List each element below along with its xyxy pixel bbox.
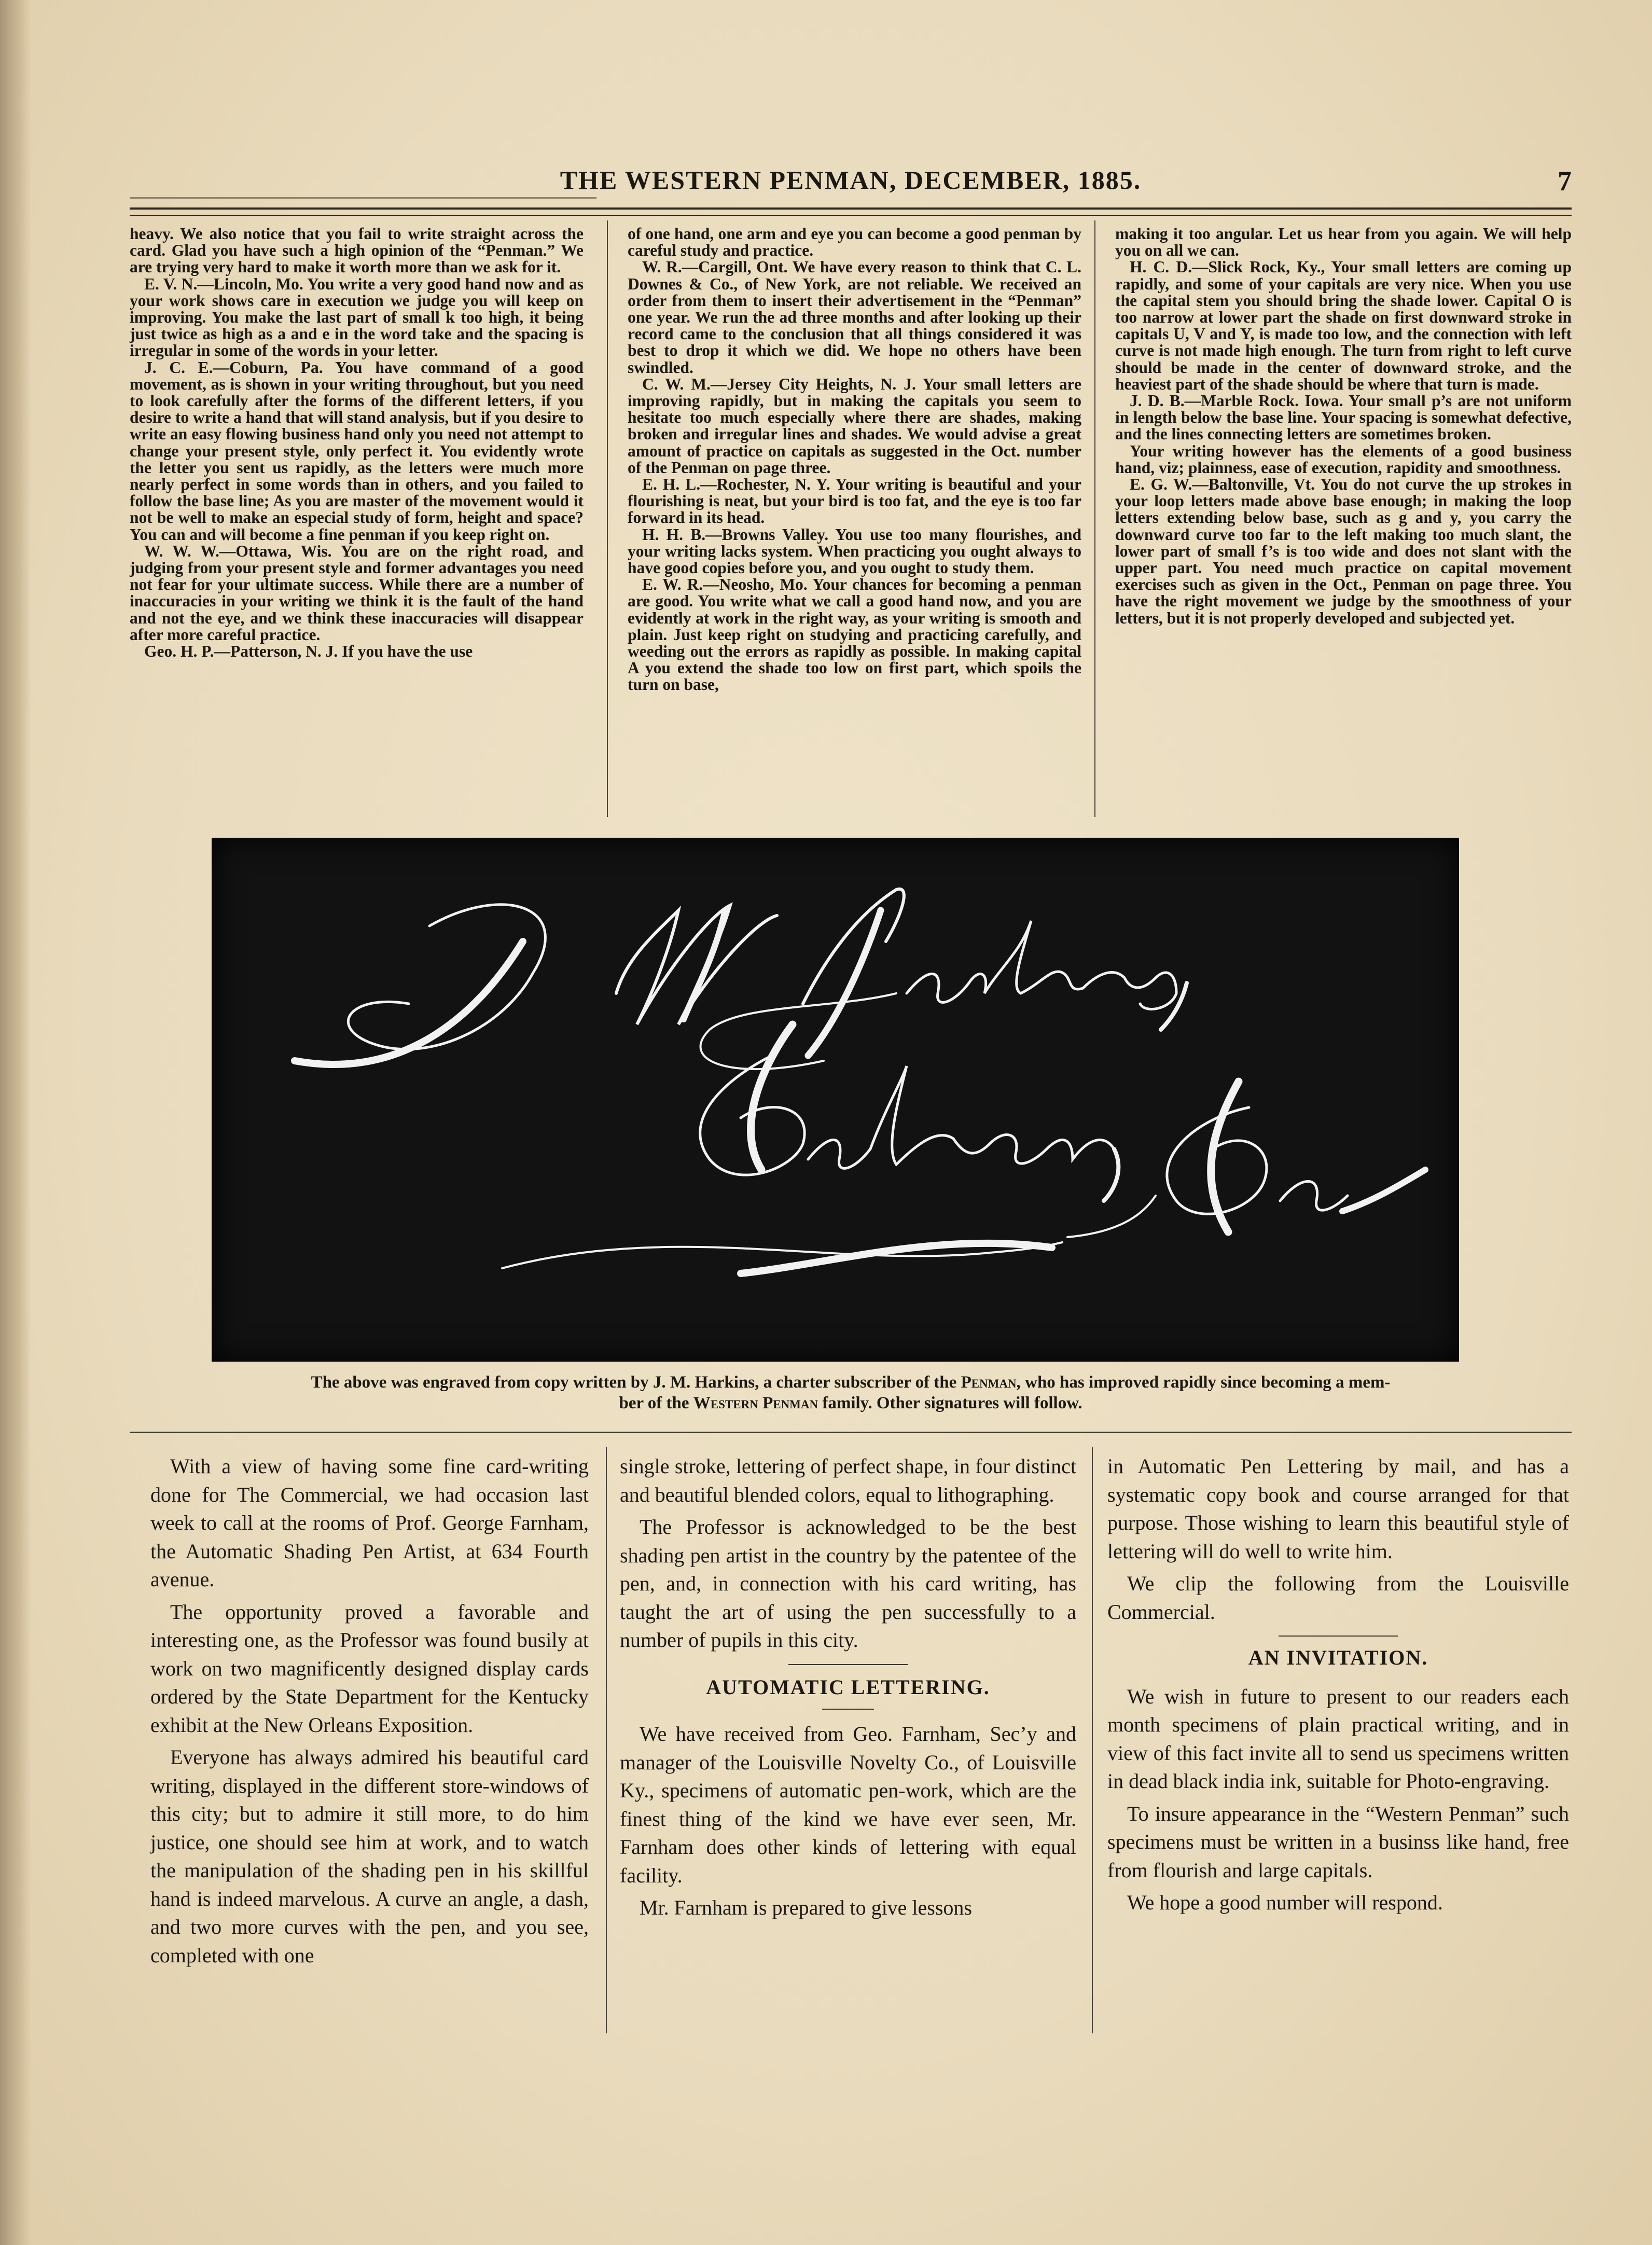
paragraph: H. H. B.—Browns Valley. You use too many flourishes, and your writing lacks system. When practicing you ought always to have good copies before you, and you ought to study them. — [628, 525, 1081, 577]
paragraph: To insure appearance in the “Western Penman” such specimens must be written in a businss like hand, free from flourish and large capitals. — [1107, 1801, 1569, 1882]
paragraph: The opportunity proved a favorable and interesting one, as the Professor was found busily at work on two magnificently designed display cards ordered by the State Department for the Kentucky exhibit at the New Orleans Exposition. — [150, 1600, 589, 1737]
bottom-column-3 — [1107, 1452, 1569, 1917]
engraving-caption — [171, 1372, 1530, 1413]
paragraph: We wish in future to present to our readers each month specimens of plain practical writing, and in view of this fact invite all to send us specimens written in dead black india ink, suitable for Photo-engraving. — [1107, 1684, 1569, 1793]
paragraph: W. R.—Cargill, Ont. We have every reason to think that C. L. Downes & Co., of New York, are not reliable. We received an order from them to insert their advertisement in the “Penman” one year. We run the ad three months and after looking up their record came to the conclusion that all things considered it was best to drop it which we did. We hope no others have been swindled. — [628, 258, 1081, 377]
caption-penman: Penman — [961, 1373, 1017, 1392]
page-number: 7 — [1558, 165, 1572, 197]
binding-gutter — [0, 0, 31, 2245]
paragraph: J. D. B.—Marble Rock. Iowa. Your small p’s are not uniform in length below the base line. Your spacing is somewhat defective, and the lines connecting letters are sometimes broken. — [1115, 392, 1572, 444]
heading-an-invitation: AN INVITATION. — [1248, 1646, 1428, 1669]
signature-text — [805, 1347, 864, 1353]
paragraph: Mr. Farnham is prepared to give lessons — [640, 1896, 972, 1919]
paragraph: single stroke, lettering of perfect shape, in four distinct and beautiful blended colors, equal to lithographing. — [620, 1454, 1076, 1506]
paragraph: J. C. E.—Coburn, Pa. You have command of a good movement, as is shown in your writing throughout, but you need to look carefully after the forms of the different letters, if you desire to write a hand that will stand analysis, but if you desire to write an easy flowing business hand only you need not attempt to change your present style, only perfect it. You evidently wrote the letter you sent us rapidly, as the letters were much more nearly perfect in some words than in others, and you failed to follow the base line; As you are master of the movement would it not be well to make an especial study of form, height and space? You can and will become a fine penman if you keep right on. — [130, 358, 584, 544]
paragraph: in Automatic Pen Lettering by mail, and has a systematic copy book and course arranged for that purpose. Those wishing to learn this beautiful style of lettering will do well to write him. — [1107, 1454, 1569, 1563]
section-rule — [130, 1432, 1572, 1433]
header — [130, 165, 1572, 212]
paragraph: With a view of having some fine card-writing done for The Commercial, we had occasion last week to call at the rooms of Prof. George Farnham, the Automatic Shading Pen Artist, at 634 Fourth avenue. — [150, 1454, 589, 1591]
engraved-signature-plate — [212, 838, 1459, 1362]
header-double-rule — [130, 207, 1572, 216]
column-divider — [606, 1447, 607, 2033]
caption-text: The above was engraved from copy written by J. M. Harkins, a charter subscriber of the — [311, 1373, 961, 1392]
bottom-column-1 — [150, 1452, 589, 1970]
caption-western-penman: Western Penman — [693, 1394, 818, 1412]
paragraph: Geo. H. P.—Patterson, N. J. If you have the use — [144, 642, 473, 661]
paragraph: H. C. D.—Slick Rock, Ky., Your small letters are coming up rapidly, and some of your capitals are very nice. When you use the capital stem you should bring the shade lower. Capital O is too narrow at lower part the shade on first downward stroke in capitals U, V and Y, is made too low, and the connection with left curve is not made high enough. The turn from right to left curve should be made in the center of downward stroke, and the heaviest part of the shade should be where that turn is made. — [1115, 258, 1572, 393]
paragraph: C. W. M.—Jersey City Heights, N. J. Your small letters are improving rapidly, but in making the capitals you seem to hesitate too much especially where there are shades, making broken and irregular lines and shades. We would advise a great amount of practice on capitals as suggested in the Oct. number of the Penman on page three. — [628, 375, 1081, 477]
paragraph: We clip the following from the Louisville Commercial. — [1107, 1572, 1569, 1624]
column-divider — [607, 220, 608, 817]
paragraph: Your writing however has the elements of a good business hand, viz; plainness, ease of execution, rapidity and smoothness. — [1115, 441, 1572, 477]
paragraph: of one hand, one arm and eye you can become a good penman by careful study and practice. — [628, 225, 1081, 260]
signature-line-2: Calhoun, Ga. — [836, 1347, 864, 1353]
paragraph: Everyone has always admired his beautiful card writing, displayed in the different store-windows of this city; but to admire it still more, to do him justice, one should see him at work, and to watch the manipulation of the shading pen in his skillful hand is indeed marvelous. A curve an angle, a dash, and two more curves with the pen, and you see, completed with one — [150, 1745, 589, 1967]
paragraph: E. G. W.—Baltonville, Vt. You do not curve the up strokes in your loop letters made above base enough; in making the loop letters extending below base, such as g and y, you carry the downward curve too far to the left making too much slant, the lower part of small f’s is too wide and does not slant with the upper part. You need much practice on capital movement exercises such as given in the Oct., Penman on page three. You have the right movement we judge by the smoothness of your letters, but it is not properly developed and subjected yet. — [1115, 475, 1572, 627]
caption-text: family. Other signatures will follow. — [818, 1394, 1082, 1412]
heading-automatic-lettering: AUTOMATIC LETTERING. — [706, 1675, 990, 1699]
paragraph: E. V. N.—Lincoln, Mo. You write a very good hand now and as your work shows care in execution we judge you will keep on improving. You make the last part of small k too high, it being just twice as high as a and e in the word take and the spacing is irregular in some of the words in your letter. — [130, 274, 584, 360]
caption-text: ber of the — [619, 1394, 693, 1412]
short-rule — [788, 1664, 908, 1665]
short-rule — [1279, 1636, 1398, 1637]
paragraph: W. W. W.—Ottawa, Wis. You are on the right road, and judging from your present style and former advantages you need not fear for your ultimate success. While there are a number of inaccuracies in your writing we think it is the fault of the hand and not the eye, and we think these inaccuracies will disappear after more careful practice. — [130, 542, 584, 644]
paragraph: We have received from Geo. Farnham, Sec’y and manager of the Louisville Novelty Co., of Louisville Ky., specimens of automatic pen-work, which are the finest thing of the kind we have ever seen, Mr. Farnham does other kinds of lettering with equal facility. — [620, 1722, 1076, 1887]
bottom-column-2 — [620, 1452, 1076, 1922]
paragraph: E. W. R.—Neosho, Mo. Your chances for becoming a penman are good. You write what we call a good hand now, and you are evidently at work in the right way, as your writing is smooth and plain. Just keep right on studying and practicing carefully, and weeding out the errors as rapidly as possible. In making capital A you extend the shade too low on first part, which spoils the turn on base, — [628, 575, 1081, 694]
top-column-3 — [1115, 226, 1572, 627]
caption-text: , who has improved rapidly since becoming a mem- — [1016, 1373, 1391, 1392]
signature-flourish-icon — [212, 838, 1459, 1362]
column-divider — [1094, 220, 1095, 817]
running-head: THE WESTERN PENMAN, DECEMBER, 1885. — [560, 165, 1142, 195]
short-rule — [822, 1709, 874, 1710]
paragraph: E. H. L.—Rochester, N. Y. Your writing is beautiful and your flourishing is neat, but your bird is too fat, and the eye is too far forward in its head. — [628, 475, 1081, 527]
paragraph: We hope a good number will respond. — [1127, 1891, 1443, 1914]
signature-line-1: J. M. Harkins, — [804, 1347, 835, 1353]
column-divider — [1092, 1447, 1093, 2033]
paragraph: making it too angular. Let us hear from you again. We will help you on all we can. — [1115, 225, 1572, 260]
paragraph: heavy. We also notice that you fail to write straight across the card. Glad you have such a high opinion of the “Penman.” We are trying very hard to make it worth more than we ask for it. — [130, 225, 584, 276]
paragraph: The Professor is acknowledged to be the best shading pen artist in the country by the patentee of the pen, and, in connection with his card writing, has taught the art of using the pen successfully to a number of pupils in this city. — [620, 1515, 1076, 1652]
top-column-2 — [628, 226, 1081, 694]
header-left-rule — [130, 197, 596, 199]
top-column-1 — [130, 226, 584, 660]
